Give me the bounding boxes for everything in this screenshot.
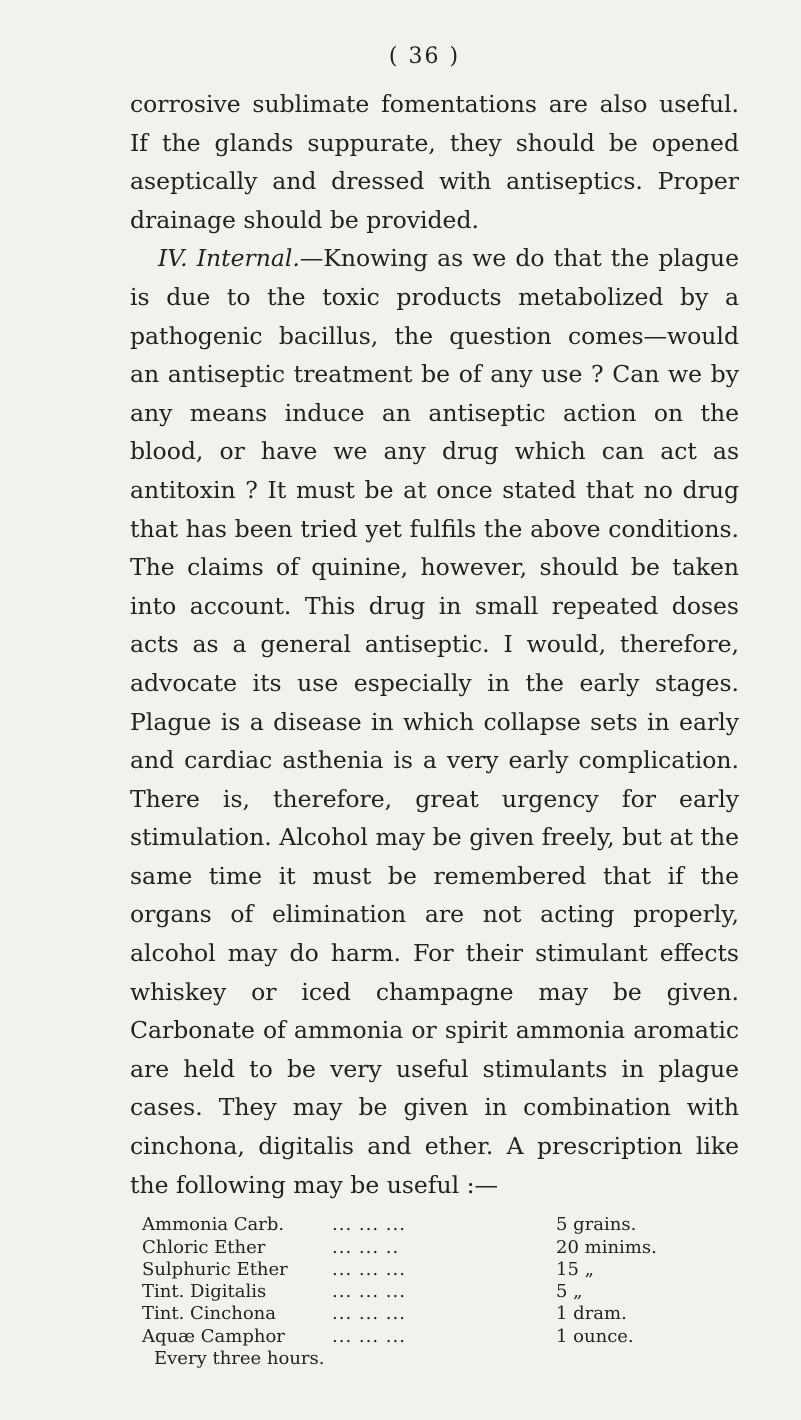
- prescription-row: [142, 1237, 712, 1259]
- prescription-quantity: 1 dram.: [556, 1303, 627, 1325]
- prescription-quantity: 5 „: [556, 1281, 583, 1303]
- prescription-leader-dots: ... ... ...: [332, 1258, 406, 1280]
- prescription-quantity: 1 ounce.: [556, 1325, 634, 1347]
- prescription-row: [142, 1259, 712, 1281]
- prescription-quantity: 5 grains.: [556, 1214, 637, 1236]
- prescription-drug: Aquæ Camphor: [142, 1325, 285, 1347]
- paragraph-internal-text: —Knowing as we do that the plague is due to the toxic products metabolized by a pathogenic bacillus, the question comes—would an antiseptic treatment be of any use ? Can we by any means induce an antiseptic action on the blood, or have we any drug which can act as antitoxin ? It must be at once stated that no drug that has been tried yet fulfils the above conditions. The claims of quinine, however, should be taken into account. This drug in small repeated doses acts as a general antiseptic. I would, therefore, advocate its use especially in the early stages. Plague is a disease in which collapse sets in early and cardiac asthenia is a very early complication. There is, therefore, great urgency for early stimulation. Alcohol may be given freely, but at the same time it must be remembered that if the organs of elimination are not acting properly, alcohol may do harm. For their stimulant effects whiskey or iced champagne may be given. Carbonate of ammonia or spirit ammonia aromatic are held to be very useful stimulants in plague cases. They may be given in combination with cinchona, digitalis and ether. A prescription like the following may be useful :—: [130, 244, 739, 1199]
- prescription-quantity: 20 minims.: [556, 1236, 657, 1258]
- prescription-drug: Chloric Ether: [142, 1236, 266, 1258]
- prescription-drug: Sulphuric Ether: [142, 1258, 288, 1280]
- prescription-leader-dots: ... ... ...: [332, 1303, 406, 1325]
- prescription-row: [142, 1303, 712, 1325]
- prescription-table: [142, 1214, 712, 1370]
- prescription-leader-dots: ... ... ...: [332, 1214, 406, 1236]
- prescription-row: [142, 1281, 712, 1303]
- paragraph-internal-treatment: [130, 239, 739, 1204]
- paragraph-external-treatment: corrosive sublimate fomentations are also useful. If the glands suppurate, they should be opened aseptically and dressed with antiseptics. Proper drainage should be provided.: [130, 90, 739, 234]
- page-number: ( 36 ): [388, 44, 461, 69]
- prescription-note: Every three hours.: [154, 1348, 325, 1369]
- prescription-drug: Tint. Cinchona: [142, 1303, 276, 1325]
- prescription-row: [142, 1214, 712, 1236]
- prescription-leader-dots: ... ... ...: [332, 1325, 406, 1347]
- prescription-leader-dots: ... ... ...: [332, 1281, 406, 1303]
- prescription-drug: Tint. Digitalis: [142, 1281, 267, 1303]
- prescription-leader-dots: ... ... ..: [332, 1236, 400, 1258]
- prescription-drug: Ammonia Carb.: [142, 1214, 285, 1236]
- section-heading-internal: IV. Internal.: [158, 244, 300, 273]
- prescription-quantity: 15 „: [556, 1258, 594, 1280]
- prescription-row: [142, 1326, 712, 1348]
